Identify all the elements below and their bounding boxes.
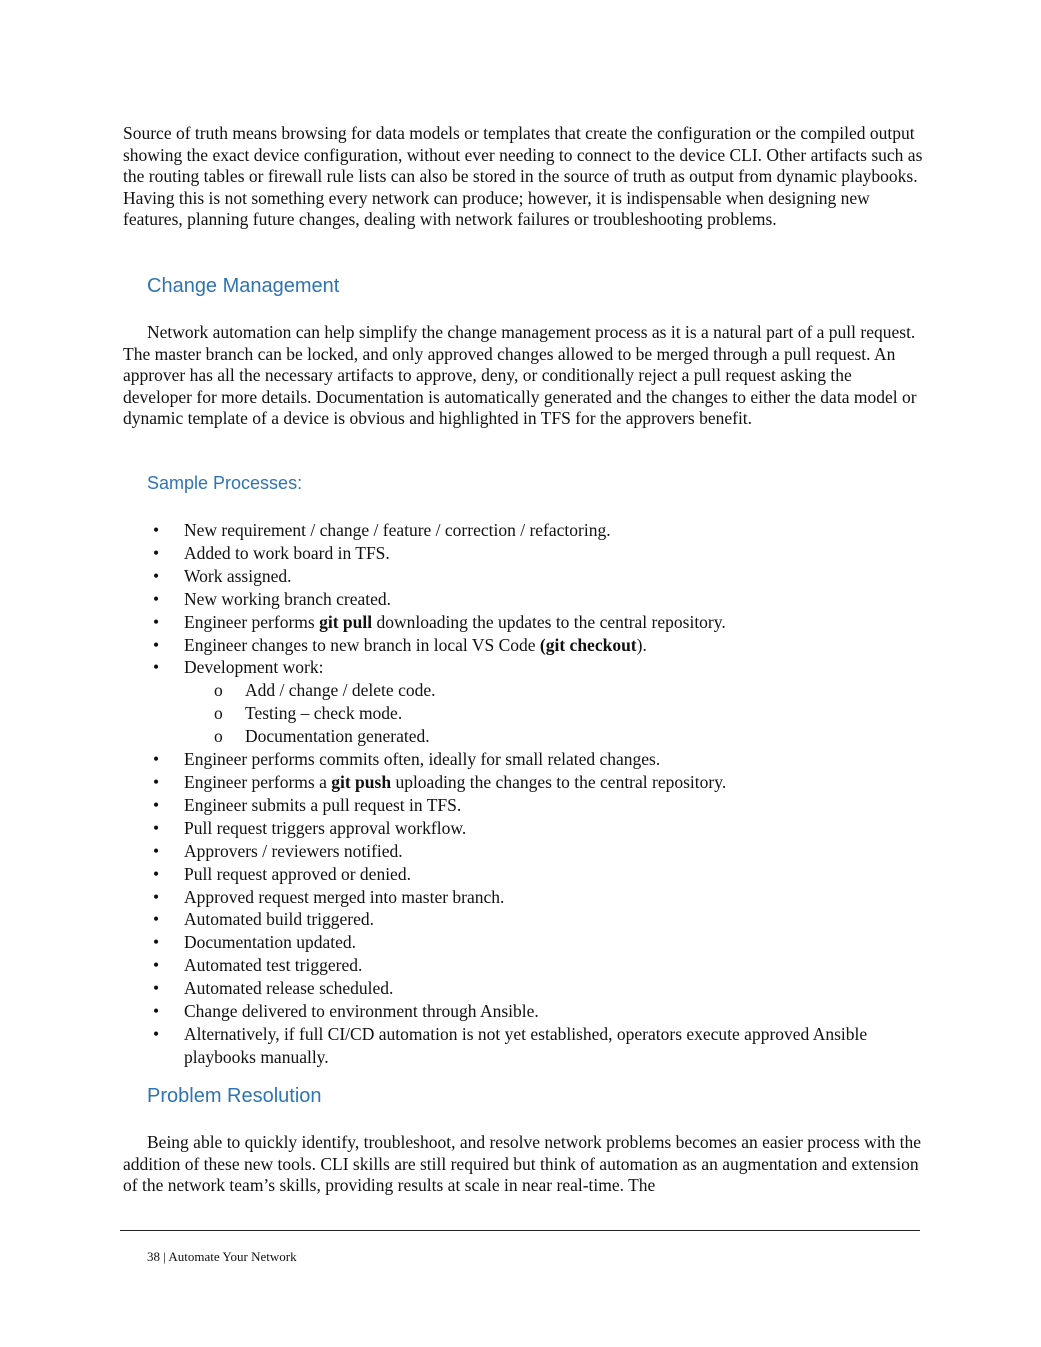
development-sublist <box>184 679 923 748</box>
sample-processes-heading: Sample Processes: <box>147 473 303 493</box>
list-item <box>123 771 923 794</box>
list-item-text: Pull request triggers approval workflow. <box>184 817 467 838</box>
bullet-icon: • <box>153 909 160 930</box>
list-item <box>123 519 923 542</box>
bullet-icon: • <box>153 749 160 770</box>
bullet-icon: • <box>153 1023 160 1044</box>
bullet-icon: • <box>153 588 160 609</box>
list-item-text: Engineer performs a <box>184 771 332 792</box>
list-item-text: Pull request approved or denied. <box>184 863 411 884</box>
sub-list-item <box>184 679 923 702</box>
list-item-text: Engineer performs <box>184 611 320 632</box>
list-item-text: ). <box>636 634 647 655</box>
bullet-icon: • <box>153 794 160 815</box>
command-text: git pull <box>319 611 373 632</box>
sub-list-item-text: Documentation generated. <box>245 726 430 747</box>
list-item-text: Work assigned. <box>184 565 292 586</box>
bullet-icon: • <box>153 657 160 678</box>
sub-list-item <box>184 725 923 748</box>
list-item <box>123 565 923 588</box>
list-item-text: Automated build triggered. <box>184 909 375 930</box>
list-item-text: Alternatively, if full CI/CD automation is not yet established, operators execute approved Ansible playbooks manually. <box>184 1023 868 1067</box>
list-item-text: Added to work board in TFS. <box>184 542 390 563</box>
list-item-text: uploading the changes to the central repository. <box>391 771 727 792</box>
change-management-paragraph: Network automation can help simplify the change management process as it is a natural part of a pull request. The master branch can be locked, and only approved changes allowed to be merged through a pull request. An approver has all the necessary artifacts to approve, deny, or conditionally reject a pull request asking the developer for more details. Documentation is automatically generated and the changes to either the data model or dynamic template of a device is obvious and highlighted in TFS for the approvers benefit. <box>123 322 917 429</box>
list-item <box>123 656 923 748</box>
list-item-text: Approvers / reviewers notified. <box>184 840 403 861</box>
list-item <box>123 863 923 886</box>
bullet-icon: • <box>153 840 160 861</box>
bullet-icon: • <box>153 520 160 540</box>
intro-paragraph: Source of truth means browsing for data models or templates that create the configuration or the compiled output showing the exact device configuration, without ever needing to connect to the device CLI. Other artifacts such as the routing tables or firewall rule lists can also be stored in the source of truth as output from dynamic playbooks. Having this is not something every network can produce; however, it is indispensable when designing new features, planning future changes, dealing with network failures or troubleshooting problems. <box>123 123 923 230</box>
sub-list-item-text: Add / change / delete code. <box>245 680 436 701</box>
sub-list-item <box>184 702 923 725</box>
list-item-text: Automated test triggered. <box>184 955 363 976</box>
circle-bullet-icon: o <box>214 703 223 724</box>
bullet-icon: • <box>153 886 160 907</box>
circle-bullet-icon: o <box>214 680 223 701</box>
list-item <box>123 1023 923 1069</box>
bullet-icon: • <box>153 634 160 655</box>
list-item <box>123 1000 923 1023</box>
bullet-icon: • <box>153 611 160 632</box>
bullet-icon: • <box>153 542 160 563</box>
list-item-text: Approved request merged into master branch. <box>184 886 505 907</box>
bullet-icon: • <box>153 1001 160 1022</box>
list-item-text: downloading the updates to the central repository. <box>372 611 726 632</box>
list-item <box>123 611 923 634</box>
list-item <box>123 977 923 1000</box>
bullet-icon: • <box>153 955 160 976</box>
list-item <box>123 794 923 817</box>
page-footer: 38 | Automate Your Network <box>147 1249 297 1264</box>
list-item <box>123 542 923 565</box>
list-item-text: Development work: <box>184 657 324 678</box>
bullet-icon: • <box>153 932 160 953</box>
list-item-text: Automated release scheduled. <box>184 978 394 999</box>
bullet-icon: • <box>153 817 160 838</box>
list-item-text: New working branch created. <box>184 588 391 609</box>
list-item <box>123 840 923 863</box>
list-item <box>123 588 923 611</box>
bullet-icon: • <box>153 565 160 586</box>
list-item-text: Documentation updated. <box>184 932 357 953</box>
list-item-text: Engineer submits a pull request in TFS. <box>184 794 462 815</box>
bullet-icon: • <box>153 771 160 792</box>
change-management-heading: Change Management <box>147 275 340 297</box>
problem-resolution-heading: Problem Resolution <box>147 1085 322 1107</box>
circle-bullet-icon: o <box>214 726 223 747</box>
command-text: git push <box>331 771 392 792</box>
list-item <box>123 634 923 657</box>
list-item-text: Engineer performs commits often, ideally for small related changes. <box>184 749 661 770</box>
list-item <box>123 954 923 977</box>
list-item-text: Change delivered to environment through Ansible. <box>184 1001 539 1022</box>
list-item <box>123 886 923 909</box>
list-item <box>123 817 923 840</box>
list-item <box>123 931 923 954</box>
sub-list-item-text: Testing – check mode. <box>245 703 403 724</box>
list-item <box>123 748 923 771</box>
list-item <box>123 908 923 931</box>
sample-processes-list <box>123 519 923 1069</box>
bullet-icon: • <box>153 863 160 884</box>
list-item-text: Engineer changes to new branch in local VS Code <box>184 634 540 655</box>
bullet-icon: • <box>153 978 160 999</box>
command-text: (git checkout <box>539 634 637 655</box>
list-item-text: New requirement / change / feature / correction / refactoring. <box>184 520 611 540</box>
footer-divider <box>120 1230 920 1231</box>
problem-resolution-paragraph: Being able to quickly identify, troubleshoot, and resolve network problems becomes an easier process with the addition of these new tools. CLI skills are still required but think of automation as an augmentation and extension of the network team’s skills, providing results at scale in near real-time. The <box>123 1132 922 1196</box>
